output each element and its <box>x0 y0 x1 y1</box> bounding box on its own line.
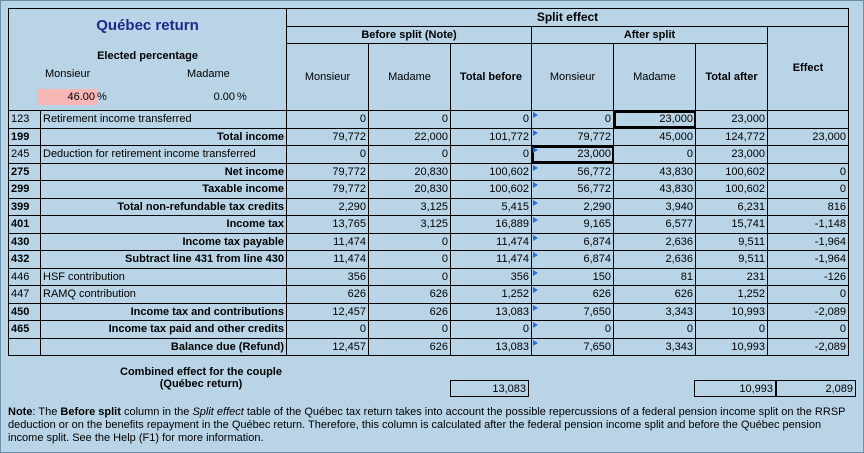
before-monsieur-cell: 12,457 <box>287 303 369 321</box>
after-madame-cell[interactable]: 3,940 <box>614 198 696 216</box>
after-madame-cell[interactable]: 3,343 <box>614 338 696 356</box>
after-monsieur-cell[interactable]: 56,772 <box>532 181 614 199</box>
line-number: 245 <box>9 146 41 164</box>
before-madame-cell: 0 <box>369 251 451 269</box>
row-label: Net income <box>41 163 287 181</box>
effect-cell: 0 <box>768 163 849 181</box>
effect-cell: 0 <box>768 181 849 199</box>
after-monsieur-cell[interactable]: 23,000 <box>532 146 614 164</box>
before-monsieur-header: Monsieur <box>287 44 369 111</box>
before-madame-cell: 0 <box>369 233 451 251</box>
after-monsieur-cell[interactable]: 150 <box>532 268 614 286</box>
after-madame-cell[interactable]: 23,000 <box>614 111 696 129</box>
table-row <box>9 198 849 216</box>
effect-cell: -2,089 <box>768 338 849 356</box>
before-monsieur-cell: 0 <box>287 321 369 339</box>
row-label: Total income <box>41 128 287 146</box>
after-monsieur-cell[interactable]: 7,650 <box>532 303 614 321</box>
total-after-cell: 6,231 <box>696 198 768 216</box>
split-effect-header: Split effect <box>287 9 849 27</box>
percent-sign: % <box>237 90 247 103</box>
effect-cell: -2,089 <box>768 303 849 321</box>
after-monsieur-cell[interactable]: 0 <box>532 111 614 129</box>
before-monsieur-cell: 12,457 <box>287 338 369 356</box>
total-before-cell: 356 <box>451 268 532 286</box>
after-monsieur-cell[interactable]: 626 <box>532 286 614 304</box>
row-label: RAMQ contribution <box>41 286 287 304</box>
line-number: 199 <box>9 128 41 146</box>
after-madame-cell[interactable]: 6,577 <box>614 216 696 234</box>
monsieur-label: Monsieur <box>45 67 91 80</box>
total-before-cell: 13,083 <box>451 338 532 356</box>
effect-cell <box>768 146 849 164</box>
before-madame-cell: 22,000 <box>369 128 451 146</box>
after-madame-cell[interactable]: 0 <box>614 146 696 164</box>
after-monsieur-cell[interactable]: 6,874 <box>532 233 614 251</box>
total-after-cell: 9,511 <box>696 233 768 251</box>
table-row <box>9 268 849 286</box>
table-row <box>9 303 849 321</box>
row-label: Subtract line 431 from line 430 <box>41 251 287 269</box>
after-split-header: After split <box>532 26 768 44</box>
table-row <box>9 321 849 339</box>
before-monsieur-cell: 11,474 <box>287 233 369 251</box>
total-before-cell: 13,083 <box>451 303 532 321</box>
line-number: 432 <box>9 251 41 269</box>
before-madame-cell: 0 <box>369 146 451 164</box>
page-title: Québec return <box>9 9 287 44</box>
effect-cell: 816 <box>768 198 849 216</box>
note-split-effect: Split effect <box>192 406 244 418</box>
total-after-cell: 10,993 <box>696 338 768 356</box>
total-after-cell: 23,000 <box>696 111 768 129</box>
table-row <box>9 146 849 164</box>
after-monsieur-cell[interactable]: 6,874 <box>532 251 614 269</box>
total-after-cell: 124,772 <box>696 128 768 146</box>
line-number: 275 <box>9 163 41 181</box>
before-madame-cell: 20,830 <box>369 181 451 199</box>
before-madame-cell: 0 <box>369 321 451 339</box>
after-madame-cell[interactable]: 2,636 <box>614 233 696 251</box>
effect-header: Effect <box>768 26 849 111</box>
before-monsieur-cell: 79,772 <box>287 181 369 199</box>
row-label: Balance due (Refund) <box>41 338 287 356</box>
total-after-cell: 9,511 <box>696 251 768 269</box>
after-monsieur-cell[interactable]: 79,772 <box>532 128 614 146</box>
total-after-cell: 23,000 <box>696 146 768 164</box>
total-before-cell: 0 <box>451 111 532 129</box>
effect-cell: -1,964 <box>768 251 849 269</box>
line-number: 401 <box>9 216 41 234</box>
table-row <box>9 163 849 181</box>
before-monsieur-cell: 356 <box>287 268 369 286</box>
row-label: Income tax and contributions <box>41 303 287 321</box>
total-before-cell: 0 <box>451 321 532 339</box>
table-row <box>9 233 849 251</box>
before-monsieur-cell: 0 <box>287 111 369 129</box>
table-row <box>9 286 849 304</box>
line-number: 299 <box>9 181 41 199</box>
after-monsieur-cell[interactable]: 2,290 <box>532 198 614 216</box>
before-monsieur-cell: 0 <box>287 146 369 164</box>
before-monsieur-cell: 2,290 <box>287 198 369 216</box>
effect-cell: -1,148 <box>768 216 849 234</box>
total-before-cell: 16,889 <box>451 216 532 234</box>
row-label: Total non-refundable tax credits <box>41 198 287 216</box>
combined-label-line2: (Québec return) <box>159 378 243 390</box>
after-monsieur-cell[interactable]: 7,650 <box>532 338 614 356</box>
total-after-cell: 100,602 <box>696 163 768 181</box>
after-monsieur-header: Monsieur <box>532 44 614 111</box>
total-before-cell: 1,252 <box>451 286 532 304</box>
row-label: HSF contribution <box>41 268 287 286</box>
total-before-cell: 100,602 <box>451 163 532 181</box>
total-after-cell: 10,993 <box>696 303 768 321</box>
after-madame-cell[interactable]: 43,830 <box>614 181 696 199</box>
before-monsieur-cell: 79,772 <box>287 163 369 181</box>
note-before-split: Before split <box>60 406 121 418</box>
percentage-madame-input[interactable]: 0.00 <box>213 90 235 103</box>
before-monsieur-cell: 79,772 <box>287 128 369 146</box>
effect-cell: 0 <box>768 286 849 304</box>
percent-sign: % <box>97 90 107 103</box>
elected-percentage-label: Elected percentage <box>97 49 198 62</box>
table-row <box>9 181 849 199</box>
combined-label-line1: Combined effect for the couple <box>120 366 282 378</box>
after-monsieur-cell[interactable]: 0 <box>532 321 614 339</box>
before-madame-header: Madame <box>369 44 451 111</box>
before-madame-cell: 0 <box>369 111 451 129</box>
total-before-cell: 101,772 <box>451 128 532 146</box>
total-after-cell: 0 <box>696 321 768 339</box>
note-text <box>8 406 858 445</box>
total-after-cell: 100,602 <box>696 181 768 199</box>
after-madame-cell[interactable]: 81 <box>614 268 696 286</box>
percentage-monsieur-input[interactable]: 46.00 <box>37 89 97 105</box>
combined-effect-value: 2,089 <box>776 380 856 397</box>
combined-effect-label <box>96 366 306 390</box>
row-label: Income tax <box>41 216 287 234</box>
table-row <box>9 338 849 356</box>
after-madame-cell[interactable]: 43,830 <box>614 163 696 181</box>
line-number <box>9 338 41 356</box>
split-effect-table <box>8 8 849 356</box>
effect-cell <box>768 111 849 129</box>
note-text-3: table of the Québec tax return takes into account the possible repercussions of a federal pension income split on the RRSP deduction or on the benefits repayment in the Québec return. Therefore, this column is calculated after the federal pension income split and before the Québec pension income split. See the Help (F1) for more information. <box>8 406 846 444</box>
before-monsieur-cell: 11,474 <box>287 251 369 269</box>
line-number: 450 <box>9 303 41 321</box>
before-madame-cell: 20,830 <box>369 163 451 181</box>
table-row <box>9 216 849 234</box>
table-row <box>9 251 849 269</box>
row-label: Income tax payable <box>41 233 287 251</box>
effect-cell: -1,964 <box>768 233 849 251</box>
note-text-2: column in the <box>120 406 193 418</box>
after-madame-cell[interactable]: 45,000 <box>614 128 696 146</box>
after-madame-cell[interactable]: 626 <box>614 286 696 304</box>
row-label: Taxable income <box>41 181 287 199</box>
total-before-cell: 5,415 <box>451 198 532 216</box>
line-number: 465 <box>9 321 41 339</box>
total-before-cell: 0 <box>451 146 532 164</box>
before-madame-cell: 3,125 <box>369 216 451 234</box>
after-madame-header: Madame <box>614 44 696 111</box>
after-madame-cell[interactable]: 3,343 <box>614 303 696 321</box>
row-label: Retirement income transferred <box>41 111 287 129</box>
after-monsieur-cell[interactable]: 9,165 <box>532 216 614 234</box>
line-number: 446 <box>9 268 41 286</box>
row-label: Deduction for retirement income transferred <box>41 146 287 164</box>
line-number: 430 <box>9 233 41 251</box>
line-number: 123 <box>9 111 41 129</box>
after-madame-cell[interactable]: 2,636 <box>614 251 696 269</box>
after-monsieur-cell[interactable]: 56,772 <box>532 163 614 181</box>
note-prefix: Note <box>8 406 33 418</box>
line-number: 399 <box>9 198 41 216</box>
before-madame-cell: 0 <box>369 268 451 286</box>
total-after-header: Total after <box>696 44 768 111</box>
before-madame-cell: 626 <box>369 338 451 356</box>
elected-percentage-panel <box>9 44 287 111</box>
total-after-cell: 1,252 <box>696 286 768 304</box>
table-row <box>9 111 849 129</box>
before-monsieur-cell: 13,765 <box>287 216 369 234</box>
before-madame-cell: 626 <box>369 303 451 321</box>
total-before-header: Total before <box>451 44 532 111</box>
before-madame-cell: 626 <box>369 286 451 304</box>
combined-after-value: 10,993 <box>694 380 776 397</box>
total-before-cell: 11,474 <box>451 233 532 251</box>
before-madame-cell: 3,125 <box>369 198 451 216</box>
total-before-cell: 11,474 <box>451 251 532 269</box>
total-after-cell: 15,741 <box>696 216 768 234</box>
table-row <box>9 128 849 146</box>
effect-cell: 0 <box>768 321 849 339</box>
before-split-header: Before split (Note) <box>287 26 532 44</box>
effect-cell: -126 <box>768 268 849 286</box>
before-monsieur-cell: 626 <box>287 286 369 304</box>
madame-label: Madame <box>187 67 230 80</box>
effect-cell: 23,000 <box>768 128 849 146</box>
total-before-cell: 100,602 <box>451 181 532 199</box>
total-after-cell: 231 <box>696 268 768 286</box>
after-madame-cell[interactable]: 0 <box>614 321 696 339</box>
note-text-1: : The <box>32 406 61 418</box>
line-number: 447 <box>9 286 41 304</box>
row-label: Income tax paid and other credits <box>41 321 287 339</box>
combined-before-value: 13,083 <box>450 380 529 397</box>
